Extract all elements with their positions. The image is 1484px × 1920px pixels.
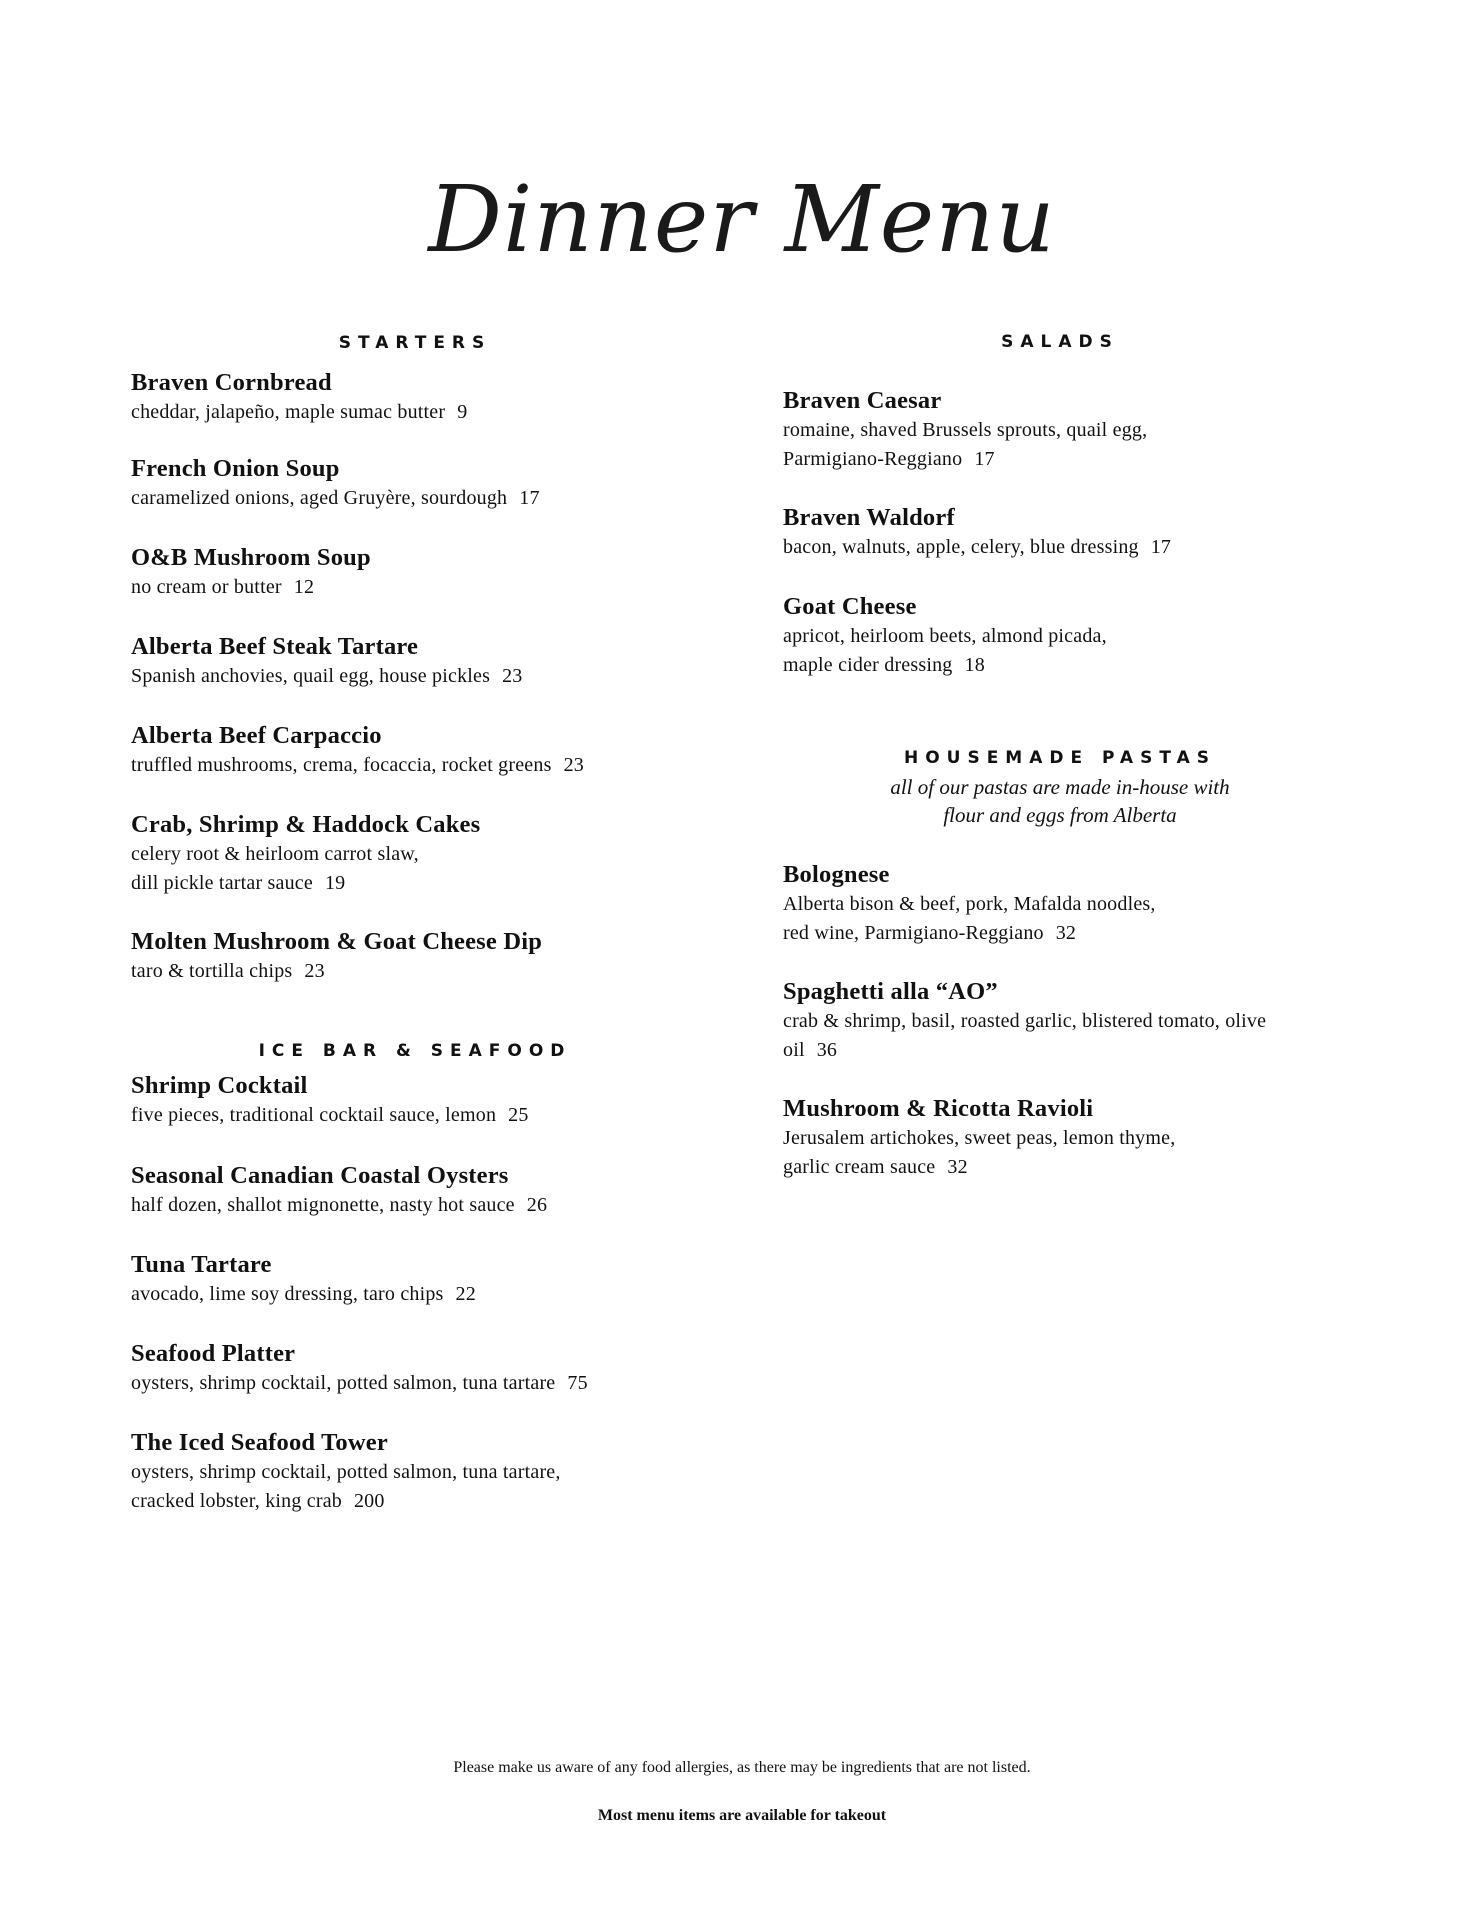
item-description: romaine, shaved Brussels sprouts, quail egg, Parmigiano-Reggiano 17 (783, 419, 1148, 470)
item-price: 23 (563, 754, 584, 776)
section-heading-starters: STARTERS (338, 333, 492, 353)
takeout-note: Most menu items are available for takeout (597, 1807, 887, 1824)
item-price: 36 (816, 1038, 838, 1061)
menu-item (783, 977, 1403, 1064)
item-name: Crab, Shrimp & Haddock Cakes (131, 811, 481, 838)
menu-item (783, 386, 1403, 473)
item-price: 18 (964, 653, 985, 676)
item-description: five pieces, traditional cocktail sauce, lemon 25 (131, 1104, 529, 1126)
item-description: bacon, walnuts, apple, celery, blue dressing 17 (783, 536, 1172, 558)
item-price: 17 (519, 487, 540, 509)
item-name: Goat Cheese (783, 593, 917, 620)
item-name: Braven Waldorf (783, 504, 955, 531)
menu-item (131, 1339, 751, 1398)
menu-item (131, 927, 751, 986)
item-name: Molten Mushroom & Goat Cheese Dip (131, 928, 543, 955)
item-price: 22 (455, 1283, 476, 1305)
item-price: 26 (526, 1194, 548, 1216)
item-name: Tuna Tartare (131, 1251, 272, 1278)
item-description: avocado, lime soy dressing, taro chips 22 (131, 1283, 476, 1305)
item-price: 23 (304, 960, 325, 982)
item-name: The Iced Seafood Tower (131, 1429, 388, 1456)
item-price: 17 (1150, 536, 1172, 558)
item-price: 32 (947, 1155, 968, 1178)
menu-item (131, 454, 751, 513)
item-name: Shrimp Cocktail (131, 1072, 308, 1099)
menu-item (783, 860, 1403, 947)
item-description: crab & shrimp, basil, roasted garlic, blistered tomato, olive oil 36 (783, 1010, 1267, 1061)
item-description: truffled mushrooms, crema, focaccia, rocket greens 23 (131, 754, 584, 776)
item-name: Seasonal Canadian Coastal Oysters (131, 1162, 509, 1189)
item-name: Spaghetti alla “AO” (783, 978, 998, 1005)
item-price: 75 (567, 1372, 588, 1394)
item-description: half dozen, shallot mignonette, nasty hot sauce 26 (131, 1194, 548, 1216)
menu-item (131, 1428, 751, 1515)
menu-title: Dinner Menu (428, 166, 1056, 273)
item-price: 12 (293, 576, 315, 598)
section-heading-ice-bar: ICE BAR & SEAFOOD (258, 1041, 572, 1061)
item-name: Mushroom & Ricotta Ravioli (783, 1095, 1094, 1122)
item-name: Alberta Beef Carpaccio (131, 722, 382, 749)
item-description: Alberta bison & beef, pork, Mafalda noodles, red wine, Parmigiano-Reggiano 32 (783, 893, 1156, 944)
menu-item (131, 810, 751, 897)
menu-item (131, 721, 751, 780)
item-description: oysters, shrimp cocktail, potted salmon, tuna tartare 75 (131, 1372, 588, 1394)
item-description: cheddar, jalapeño, maple sumac butter 9 (131, 401, 468, 423)
menu-item (131, 632, 751, 691)
item-name: Alberta Beef Steak Tartare (131, 633, 419, 660)
item-name: O&B Mushroom Soup (131, 544, 371, 571)
item-description: taro & tortilla chips 23 (131, 960, 325, 982)
item-price: 32 (1055, 921, 1077, 944)
item-description: caramelized onions, aged Gruyère, sourdough 17 (131, 487, 540, 509)
item-name: Braven Cornbread (131, 369, 332, 396)
item-description: Spanish anchovies, quail egg, house pickles 23 (131, 665, 523, 687)
menu-item (131, 368, 751, 427)
menu-item (131, 1071, 751, 1130)
item-name: Braven Caesar (783, 387, 942, 414)
item-description: oysters, shrimp cocktail, potted salmon, tuna tartare, cracked lobster, king crab 200 (131, 1461, 561, 1512)
item-price: 25 (508, 1104, 529, 1126)
menu-item (783, 592, 1403, 679)
item-description: no cream or butter 12 (131, 576, 315, 598)
menu-item (783, 1094, 1403, 1181)
item-price: 19 (324, 871, 346, 894)
item-price: 200 (353, 1489, 385, 1512)
item-name: Seafood Platter (131, 1340, 296, 1367)
allergy-note: Please make us aware of any food allergies, as there may be ingredients that are not listed. (453, 1759, 1031, 1776)
menu-item (131, 543, 751, 602)
item-price: 23 (502, 665, 523, 687)
section-heading-pastas: HOUSEMADE PASTAS (903, 748, 1217, 768)
item-price: 9 (457, 401, 468, 423)
item-description: Jerusalem artichokes, sweet peas, lemon thyme, garlic cream sauce 32 (783, 1127, 1176, 1178)
item-name: Bolognese (783, 861, 890, 888)
item-description: apricot, heirloom beets, almond picada, maple cider dressing 18 (783, 625, 1107, 676)
pastas-note: all of our pastas are made in-house with flour and eggs from Alberta (890, 775, 1230, 827)
section-heading-salads: SALADS (1001, 332, 1119, 352)
menu-item (783, 503, 1403, 562)
item-price: 17 (974, 447, 995, 470)
item-description: celery root & heirloom carrot slaw, dill pickle tartar sauce 19 (131, 843, 419, 894)
menu-item (131, 1161, 751, 1220)
item-name: French Onion Soup (131, 455, 340, 482)
menu-item (131, 1250, 751, 1309)
